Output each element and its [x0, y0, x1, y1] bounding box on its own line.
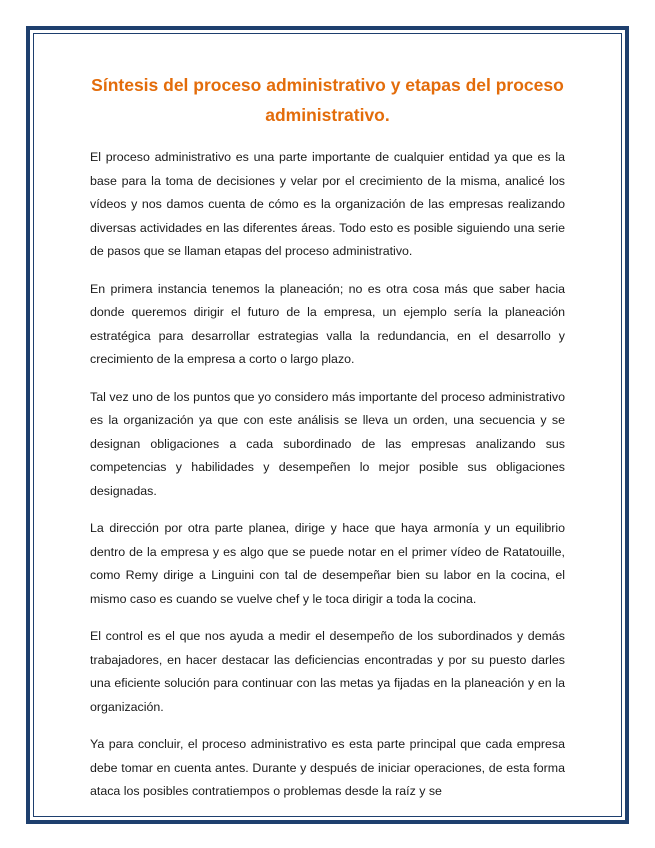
paragraph-organizacion: Tal vez uno de los puntos que yo considero más importante del proceso administrativo es la organización ya que con este análisis se lleva un orden, una secuencia y se designan obligaciones a cada subordinado de las empresas analizando sus competencias y habilidades y desempeñen lo mejor posible sus obligaciones designadas.: [90, 389, 565, 498]
paragraph-conclusion: Ya para concluir, el proceso administrativo es esta parte principal que cada empresa debe tomar en cuenta antes. Durante y después de iniciar operaciones, de esta forma ataca los posibles contratiempos o problemas desde la raíz y se: [90, 737, 565, 798]
document-content: [90, 70, 565, 818]
paragraph-intro: El proceso administrativo es una parte importante de cualquier entidad ya que es la base para la toma de decisiones y velar por el crecimiento de la misma, analicé los vídeos y nos damos cuenta de cómo es la organización de las empresas realizando diversas actividades en las diferentes áreas. Todo esto es posible siguiendo una serie de pasos que se llaman etapas del proceso administrativo.: [90, 150, 565, 258]
paragraph-planeacion: En primera instancia tenemos la planeación; no es otra cosa más que saber hacia donde queremos dirigir el futuro de la empresa, un ejemplo sería la planeación estratégica para desarrollar estrategias valla la redundancia, en el desarrollo y crecimiento de la empresa a corto o largo plazo.: [90, 281, 565, 366]
paragraph-direccion: La dirección por otra parte planea, dirige y hace que haya armonía y un equilibrio dentro de la empresa y es algo que se puede notar en el primer vídeo de Ratatouille, como Remy dirige a Linguini con tal de desempeñar bien su labor en la cocina, el mismo caso es cuando se vuelve chef y le toca dirigir a toda la cocina.: [90, 521, 565, 606]
paragraph-control: El control es el que nos ayuda a medir el desempeño de los subordinados y demás trabajadores, en hacer destacar las deficiencias encontradas y por su puesto darles una eficiente solución para continuar con las metas ya fijadas en la planeación y en la organización.: [90, 629, 565, 714]
document-title: Síntesis del proceso administrativo y etapas del proceso administrativo.: [91, 75, 564, 125]
